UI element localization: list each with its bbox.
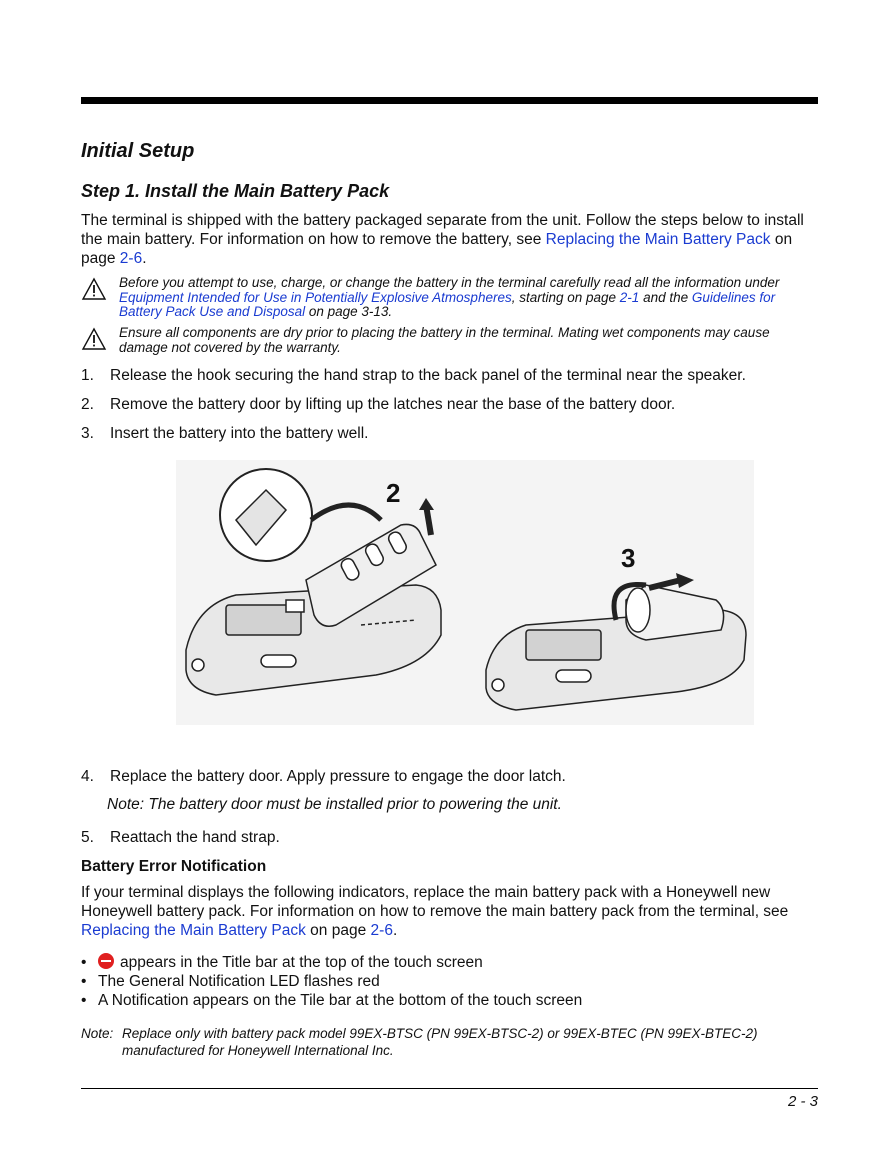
link-page-2-1[interactable]: 2-1 [619,289,640,305]
bullet-label: appears in the Title bar at the top of the touch screen [120,954,483,971]
caution-text: on page 3-13. [305,304,393,319]
caution-icon [81,277,107,301]
link-page-2-6-2[interactable]: 2-6 [370,922,393,939]
step-number: 3. [81,425,94,442]
section-title: Initial Setup [81,140,195,162]
intro-paragraph [81,211,818,268]
intro-text-3: . [142,250,147,267]
link-page-2-6[interactable]: 2-6 [119,250,143,267]
caution-text: and the [639,289,692,305]
bullet-text [98,953,483,972]
step-number: 2. [81,396,94,413]
bullet-dot: • [81,973,87,990]
bullet-dot: • [81,954,87,971]
figure-label-3: 3 [621,543,636,573]
bullet-text: A Notification appears on the Tile bar at the bottom of the touch screen [98,992,583,1009]
step-text: Remove the battery door by lifting up the latches near the base of the battery door. [110,396,676,413]
caution-text: , starting on page [511,289,620,305]
step-text: Reattach the hand strap. [110,829,280,846]
battery-error-text-3: . [392,922,398,939]
intro-text: The terminal is shipped with the battery packaged separate from the unit. Follow the steps below to install the main battery. For information on how to remove the battery, see [81,212,804,248]
page-number: 2 - 3 [787,1093,818,1110]
battery-error-heading: Battery Error Notification [81,858,267,875]
battery-error-paragraph [81,883,818,940]
battery-error-text-2: on page [305,922,371,939]
caution-text: Before you attempt to use, charge, or change the battery in the terminal carefully read all the information under [119,275,780,290]
bullet-dot: • [81,992,87,1009]
intro-text-2: on page [81,231,793,267]
step-title: Step 1. Install the Main Battery Pack [81,181,390,201]
step-text: Replace the battery door. Apply pressure to engage the door latch. [110,768,566,785]
step-text: Release the hook securing the hand strap to the back panel of the terminal near the speaker. [110,367,746,384]
step-number: 1. [81,367,94,384]
link-battery-guidelines[interactable]: Guidelines for Battery Pack Use and Disposal [119,289,776,319]
note-label: Note: [81,1026,114,1041]
note-text: Replace only with battery pack model 99EX-BTSC (PN 99EX-BTSC-2) or 99EX-BTEC (PN 99EX-BTEC-2) manufactured for Honeywell International Inc. [122,1026,758,1058]
header-rule [81,97,818,104]
footer-rule [81,1088,818,1089]
battery-error-text: If your terminal displays the following indicators, replace the main battery pack with a Honeywell new Honeywell battery pack. For information on how to remove the main battery pack from the terminal, see [81,884,789,920]
battery-install-figure [176,460,754,725]
link-replacing-battery-2[interactable]: Replacing the Main Battery Pack [81,922,306,939]
bullet-text: The General Notification LED flashes red [98,973,380,990]
step-4-note: Note: The battery door must be installed prior to powering the unit. [107,796,562,813]
figure-label-2: 2 [386,478,401,508]
link-explosive-atmospheres[interactable]: Equipment Intended for Use in Potentially Explosive Atmospheres [119,289,512,305]
caution-icon [81,327,107,351]
step-number: 5. [81,829,94,846]
step-text: Insert the battery into the battery well. [110,425,369,442]
link-replacing-battery[interactable]: Replacing the Main Battery Pack [545,231,771,248]
caution-1-text [119,276,819,320]
caution-2-text: Ensure all components are dry prior to placing the battery in the terminal. Mating wet components may cause damage not covered by the warranty. [119,325,770,355]
step-number: 4. [81,768,94,785]
stop-icon [98,953,114,969]
